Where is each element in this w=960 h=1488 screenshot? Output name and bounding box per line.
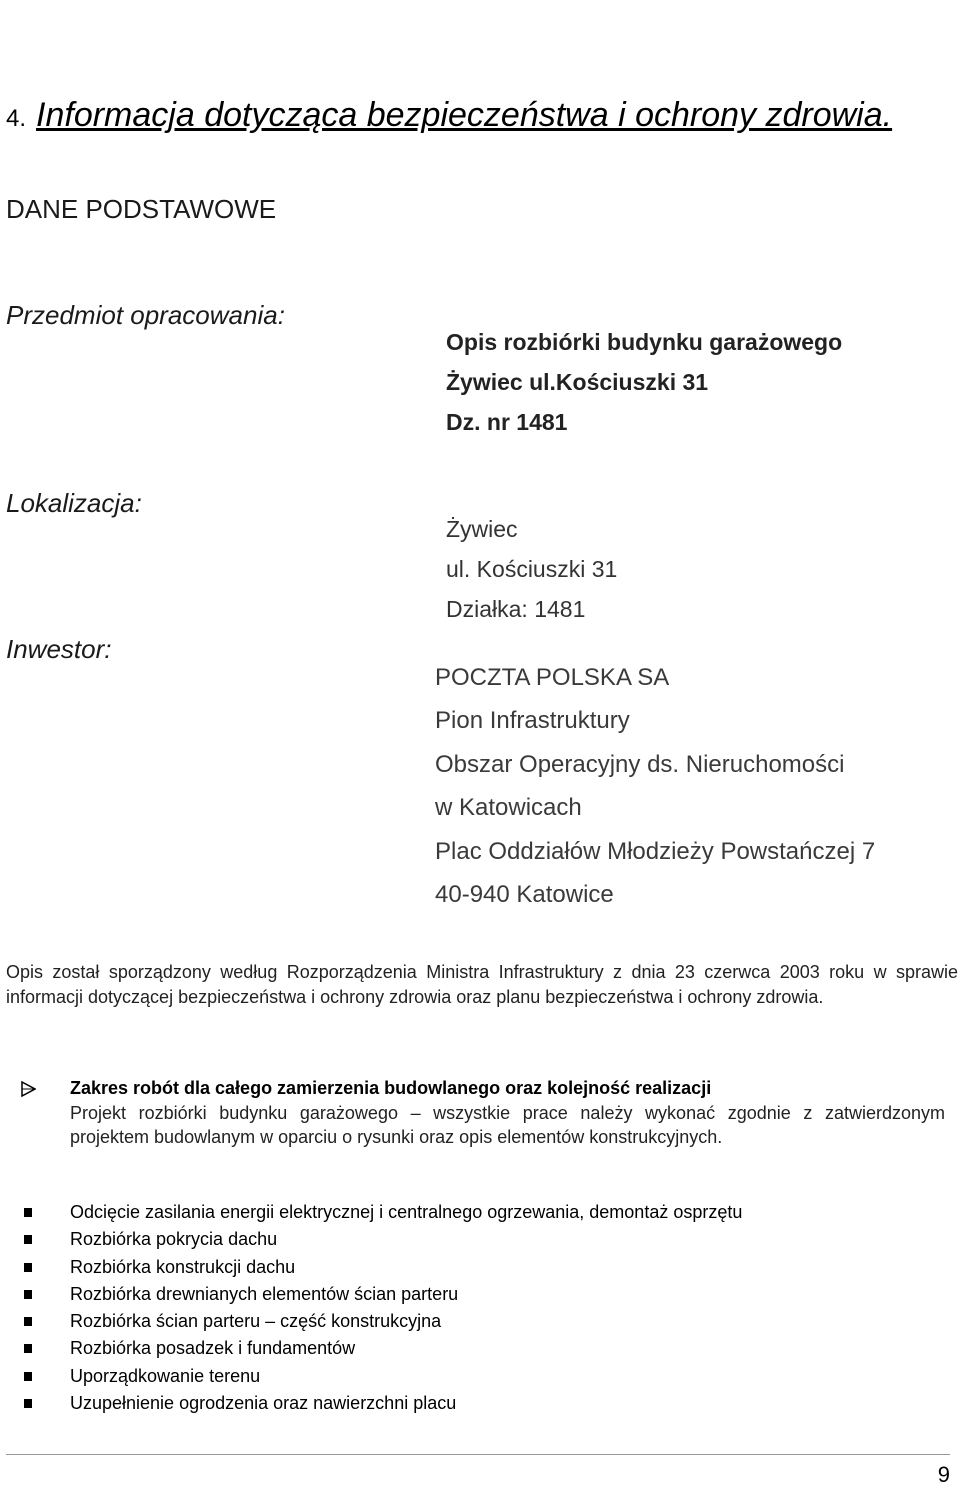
square-bullet-icon (24, 1290, 32, 1299)
scope-text: Projekt rozbiórki budynku garażowego – wszystkie prace należy wykonać zgodnie z zatwierdzonym projektem budowlanym w oparciu o rysunki oraz opis elementów konstrukcyjnych. (70, 1103, 945, 1147)
section-title: DANE PODSTAWOWE (6, 194, 277, 224)
square-bullet-icon (24, 1317, 32, 1326)
list-item (20, 1227, 742, 1254)
square-bullet-icon (24, 1344, 32, 1353)
square-bullet-icon (24, 1372, 32, 1381)
list-item-text: Uzupełnienie ogrodzenia oraz nawierzchni placu (70, 1393, 457, 1414)
list-item-text: Rozbiórka drewnianych elementów ścian parteru (70, 1283, 459, 1304)
square-bullet-icon (24, 1399, 32, 1408)
heading-title: Informacja dotycząca bezpieczeństwa i ochrony zdrowia. (36, 96, 893, 134)
location-label: Lokalizacja: (6, 488, 142, 518)
square-bullet-icon (24, 1208, 32, 1217)
location-line: Działka: 1481 (446, 596, 586, 622)
investor-line: Obszar Operacyjny ds. Nieruchomości (435, 751, 845, 778)
scope-heading: Zakres robót dla całego zamierzenia budowlanego oraz kolejność realizacji (70, 1078, 712, 1098)
investor-line: POCZTA POLSKA SA (435, 664, 670, 691)
list-item (20, 1282, 742, 1309)
location-line: Żywiec (446, 516, 518, 542)
subject-line: Żywiec ul.Kościuszki 31 (446, 369, 709, 395)
square-bullet-icon (24, 1263, 32, 1272)
square-bullet-icon (24, 1235, 32, 1244)
list-item (20, 1336, 742, 1363)
page-number: 9 (937, 1462, 950, 1487)
heading-number: 4. (6, 105, 27, 132)
steps-list (20, 1200, 742, 1418)
scope-block (20, 1076, 945, 1149)
investor-line: Pion Infrastruktury (435, 707, 630, 734)
list-item-text: Rozbiórka konstrukcji dachu (70, 1256, 296, 1277)
list-item-text: Odcięcie zasilania energii elektrycznej i centralnego ogrzewania, demontaż osprzętu (70, 1202, 743, 1222)
list-item (20, 1364, 742, 1391)
intro-paragraph: Opis został sporządzony według Rozporządzenia Ministra Infrastruktury z dnia 23 czerwca 2003 roku w sprawie informacji dotyczącej bezpieczeństwa i ochrony zdrowia oraz planu bezpieczeństwa i ochrony zdrowia. (6, 962, 958, 1007)
document-heading (6, 96, 892, 135)
investor-line: Plac Oddziałów Młodzieży Powstańczej 7 (435, 838, 876, 865)
list-item-text: Uporządkowanie terenu (70, 1365, 261, 1386)
location-line: ul. Kościuszki 31 (446, 556, 618, 582)
arrow-bullet-icon (20, 1081, 36, 1097)
subject-label: Przedmiot opracowania: (6, 300, 285, 330)
list-item (20, 1309, 742, 1336)
footer-rule (6, 1454, 950, 1455)
list-item-text: Rozbiórka posadzek i fundamentów (70, 1338, 356, 1359)
list-item (20, 1391, 742, 1418)
list-item-text: Rozbiórka pokrycia dachu (70, 1229, 278, 1250)
list-item (20, 1255, 742, 1282)
investor-line: w Katowicach (435, 794, 582, 821)
list-item-text: Rozbiórka ścian parteru – część konstrukcyjna (70, 1311, 442, 1332)
investor-line: 40-940 Katowice (435, 881, 614, 908)
investor-label: Inwestor: (6, 634, 112, 664)
subject-line: Dz. nr 1481 (446, 409, 568, 435)
subject-line: Opis rozbiórki budynku garażowego (446, 329, 843, 355)
list-item (20, 1200, 742, 1227)
